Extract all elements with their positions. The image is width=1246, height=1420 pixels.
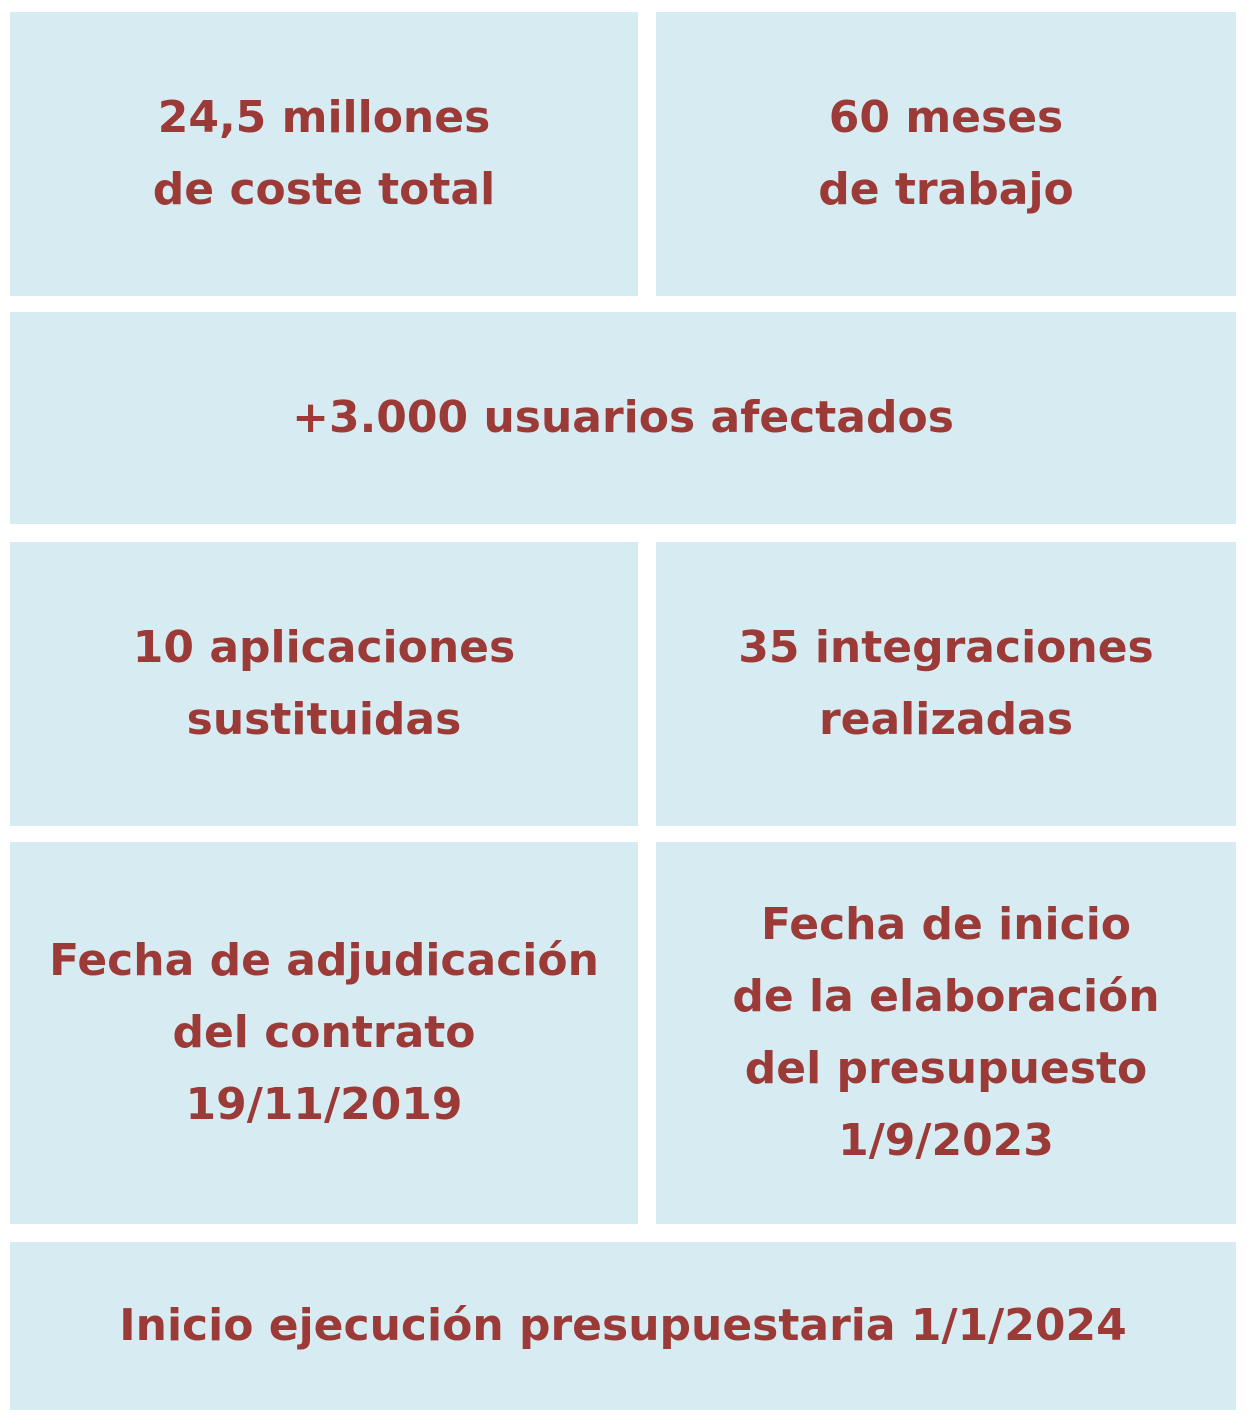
tile-total-cost (10, 12, 638, 296)
tile-budget-execution-start (10, 1242, 1236, 1410)
total-cost-value: 24,5 millones (157, 92, 491, 143)
replaced-applications-caption: sustituidas (186, 694, 462, 745)
total-cost-caption: de coste total (152, 164, 496, 215)
work-duration-value: 60 meses (828, 92, 1064, 143)
integrations-value: 35 integraciones (738, 622, 1154, 673)
contract-award-date: 19/11/2019 (185, 1079, 463, 1130)
tile-budget-preparation-start (656, 842, 1236, 1224)
budget-preparation-label-line2: de la elaboración (732, 971, 1160, 1022)
replaced-applications-value: 10 aplicaciones (132, 622, 516, 673)
contract-award-label-line1: Fecha de adjudicación (49, 935, 599, 986)
integrations-caption: realizadas (818, 694, 1074, 745)
budget-preparation-date: 1/9/2023 (838, 1115, 1054, 1166)
work-duration-caption: de trabajo (818, 164, 1074, 215)
budget-preparation-label-line1: Fecha de inicio (760, 899, 1132, 950)
tile-work-duration (656, 12, 1236, 296)
tile-contract-award-date (10, 842, 638, 1224)
tile-integrations (656, 542, 1236, 826)
budget-preparation-label-line3: del presupuesto (744, 1043, 1148, 1094)
tile-replaced-applications (10, 542, 638, 826)
contract-award-label-line2: del contrato (172, 1007, 476, 1058)
affected-users-text: +3.000 usuarios afectados (292, 392, 954, 443)
tile-affected-users (10, 312, 1236, 524)
budget-execution-text: Inicio ejecución presupuestaria 1/1/2024 (119, 1300, 1127, 1351)
